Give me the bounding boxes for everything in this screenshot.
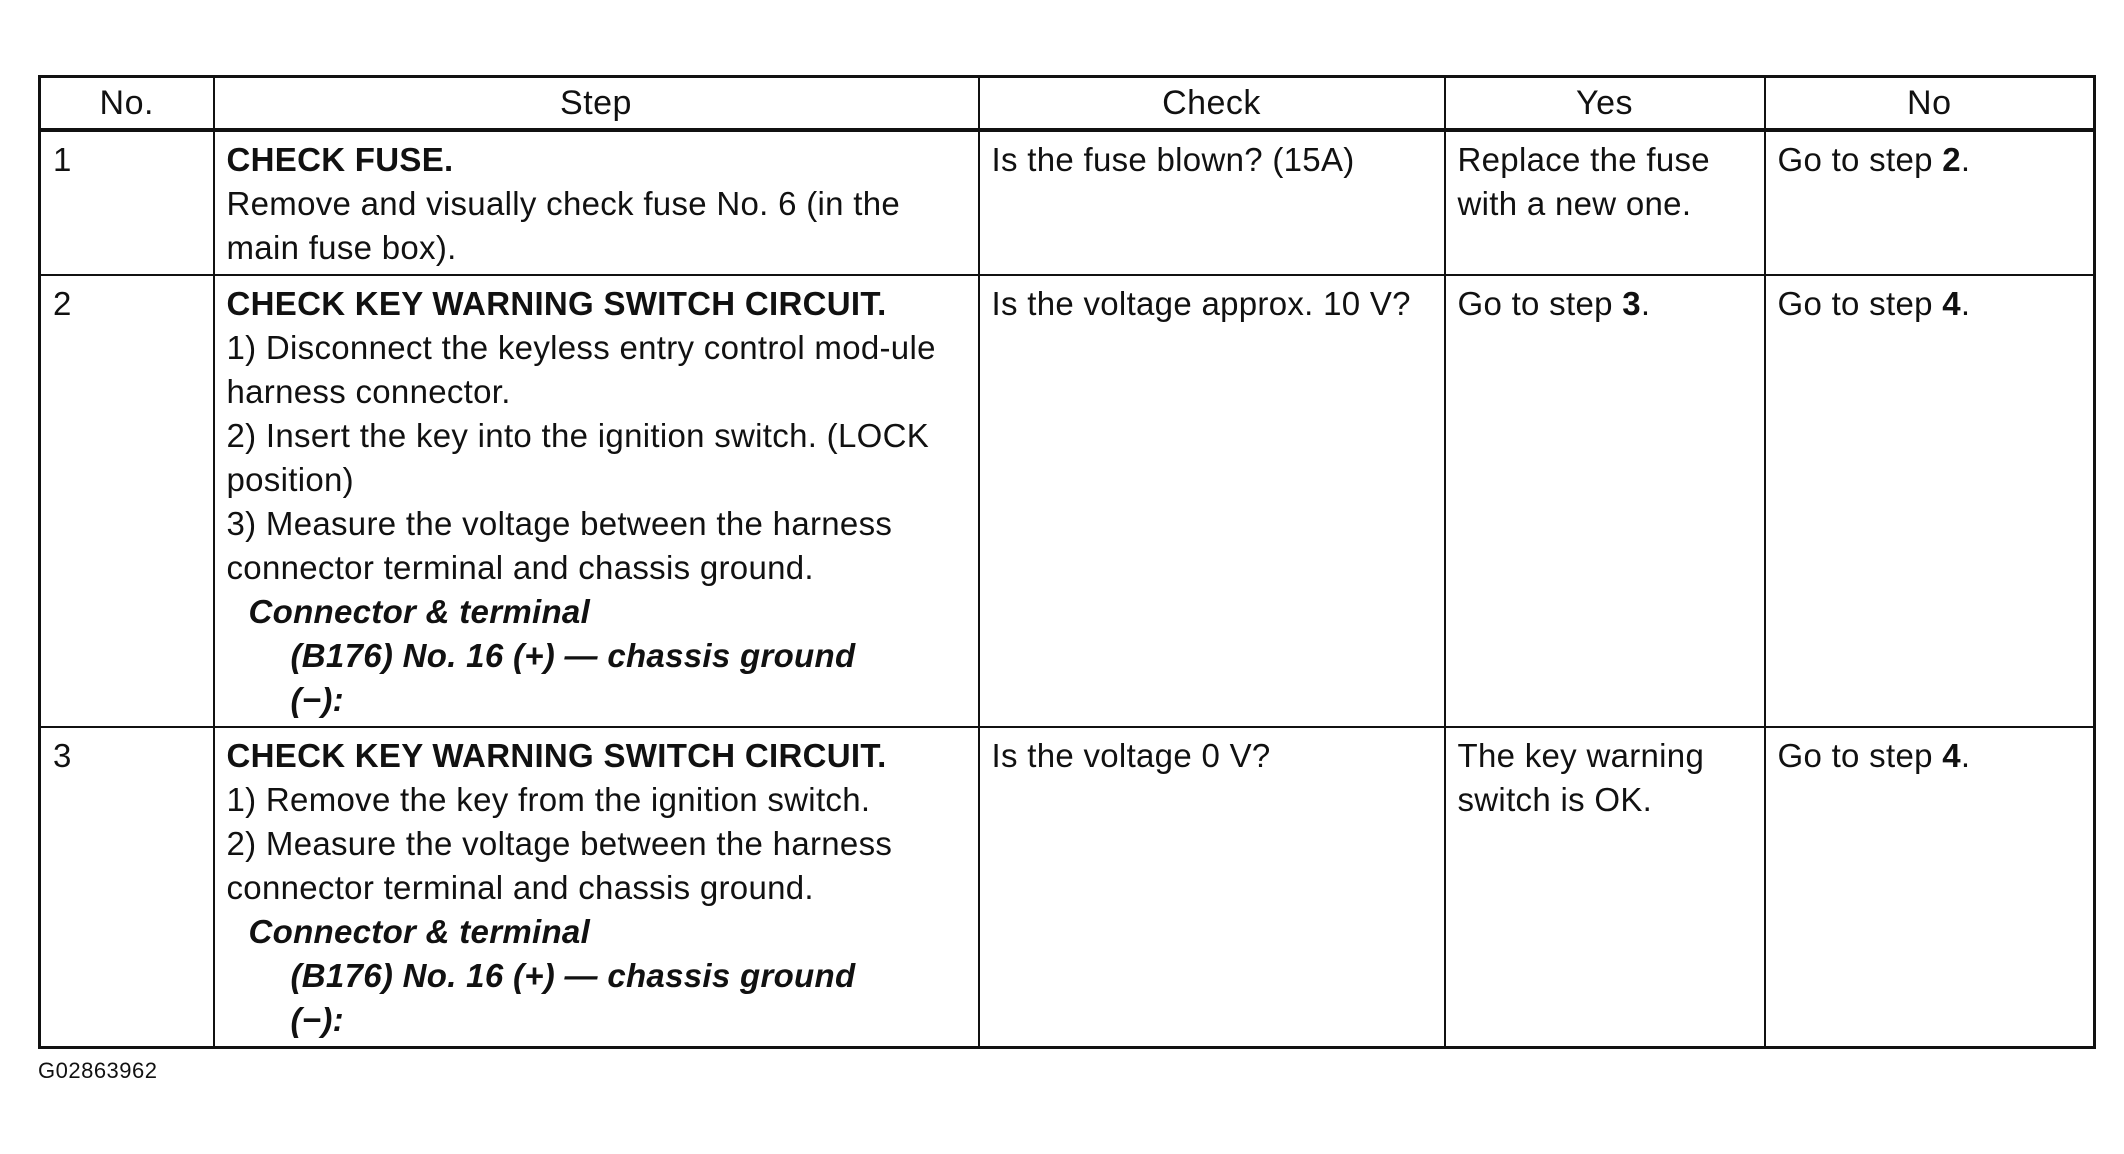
connector-terminal-value: (B176) No. 16 (+) — chassis ground (−): xyxy=(290,957,856,1038)
figure-id: G02863962 xyxy=(38,1058,158,1083)
table-row xyxy=(40,130,2095,275)
step-cell xyxy=(214,130,979,275)
connector-terminal-label: Connector & terminal xyxy=(248,913,591,950)
check-cell: Is the fuse blown? (15A) xyxy=(979,130,1445,275)
table-row xyxy=(40,275,2095,727)
step-instruction: Remove and visually check fuse No. 6 (in the main fuse box). xyxy=(226,185,901,266)
go-to-text: Go to step xyxy=(1457,285,1623,322)
header-yes: Yes xyxy=(1445,77,1765,131)
step-instruction: 2) Insert the key into the ignition switch. (LOCK position) xyxy=(226,417,930,498)
step-instruction: 1) Disconnect the keyless entry control mod-ule harness connector. xyxy=(226,329,936,410)
step-title: CHECK FUSE. xyxy=(226,141,454,178)
step-reference: 4 xyxy=(1942,737,1961,774)
step-instruction: 2) Measure the voltage between the harness connector terminal and chassis ground. xyxy=(226,825,893,906)
table-row xyxy=(40,727,2095,1048)
step-instruction: 1) Remove the key from the ignition switch. xyxy=(226,781,871,818)
period: . xyxy=(1640,285,1651,322)
row-number: 2 xyxy=(40,275,214,727)
go-to-text: Go to step xyxy=(1777,285,1943,322)
diagnostic-table xyxy=(38,75,2096,1049)
go-to-text: Go to step xyxy=(1777,141,1943,178)
period: . xyxy=(1960,285,1971,322)
header-check: Check xyxy=(979,77,1445,131)
yes-cell: Replace the fuse with a new one. xyxy=(1445,130,1765,275)
check-cell: Is the voltage approx. 10 V? xyxy=(979,275,1445,727)
period: . xyxy=(1960,737,1971,774)
diagnostic-table-container xyxy=(38,75,2093,1049)
connector-terminal-value: (B176) No. 16 (+) — chassis ground (−): xyxy=(290,637,856,718)
header-no-result: No xyxy=(1765,77,2095,131)
step-cell xyxy=(214,275,979,727)
check-cell: Is the voltage 0 V? xyxy=(979,727,1445,1048)
row-number: 1 xyxy=(40,130,214,275)
no-cell xyxy=(1765,130,2095,275)
period: . xyxy=(1960,141,1971,178)
yes-cell xyxy=(1445,275,1765,727)
table-header-row xyxy=(40,77,2095,131)
step-title: CHECK KEY WARNING SWITCH CIRCUIT. xyxy=(226,285,887,322)
header-step: Step xyxy=(214,77,979,131)
step-instruction: 3) Measure the voltage between the harness connector terminal and chassis ground. xyxy=(226,505,893,586)
step-reference: 4 xyxy=(1942,285,1961,322)
go-to-text: Go to step xyxy=(1777,737,1943,774)
step-title: CHECK KEY WARNING SWITCH CIRCUIT. xyxy=(226,737,887,774)
no-cell xyxy=(1765,275,2095,727)
row-number: 3 xyxy=(40,727,214,1048)
no-cell xyxy=(1765,727,2095,1048)
step-cell xyxy=(214,727,979,1048)
yes-cell: The key warning switch is OK. xyxy=(1445,727,1765,1048)
header-no: No. xyxy=(40,77,214,131)
step-reference: 3 xyxy=(1622,285,1641,322)
connector-terminal-label: Connector & terminal xyxy=(248,593,591,630)
step-reference: 2 xyxy=(1942,141,1961,178)
